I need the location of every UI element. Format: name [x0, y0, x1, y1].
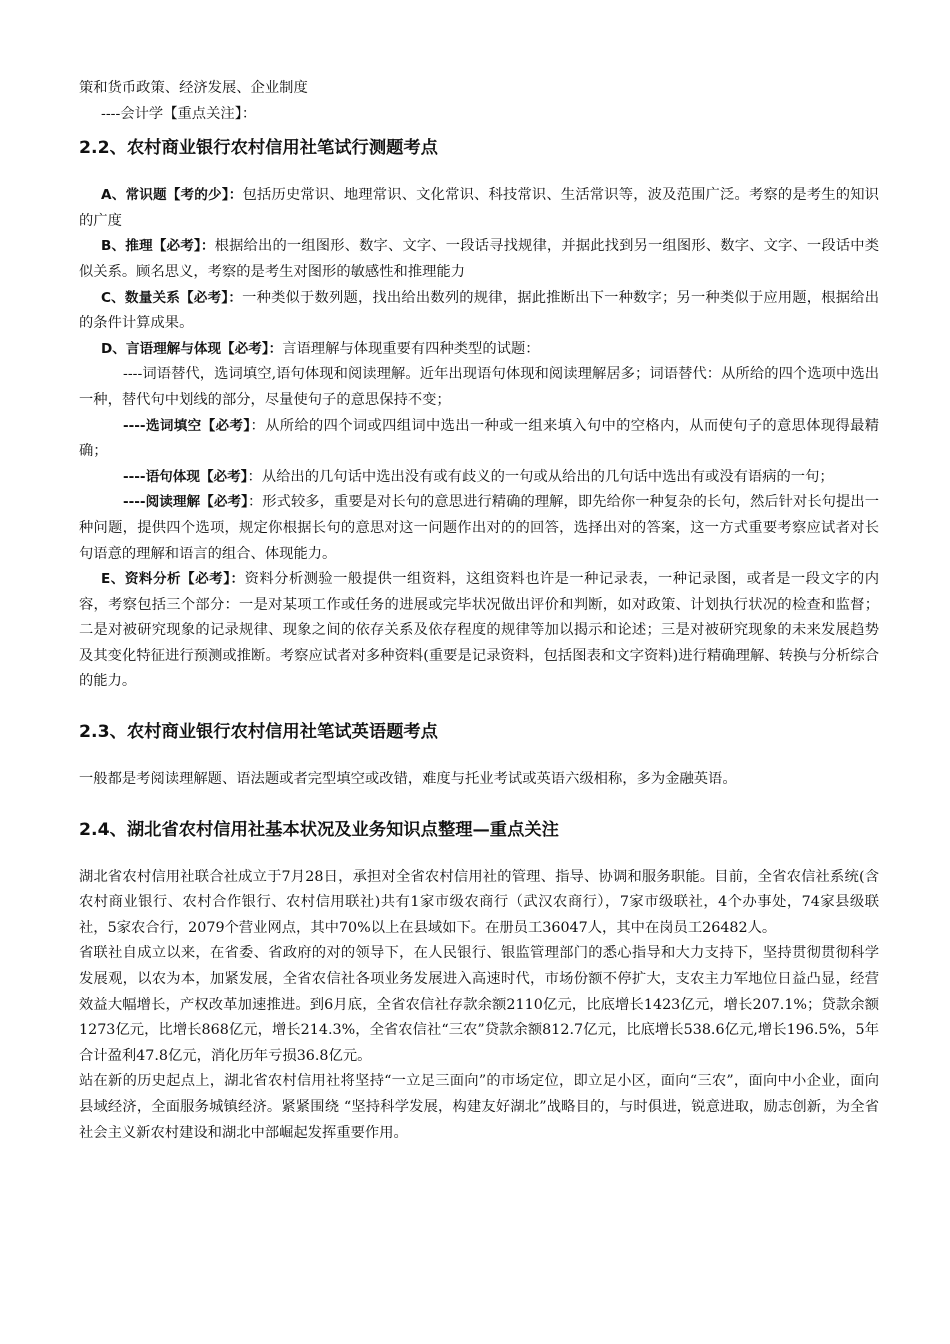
section-2-2-heading: 2.2、农村商业银行农村信用社笔试行测题考点 [79, 138, 438, 159]
section-2-4-heading: 2.4、湖北省农村信用社基本状况及业务知识点整理—重点关注 [79, 819, 559, 840]
sub-item-2-text: ：从所给的四个词或四组词中选出一种或一组来填入句中的空格内，从而使句子的意思体现得最精确； [79, 417, 879, 460]
sub-item-3 [79, 465, 879, 491]
intro-line-2: ----会计学【重点关注】： [101, 105, 257, 122]
item-e-label: E、资料分析【必考】： [101, 571, 245, 588]
sub-item-1-text: ----词语替代，选词填空,语句体现和阅读理解。近年出现语句体现和阅读理解居多；词语替代：从所给的四个选项中选出一种，替代句中划线的部分，尽量使句子的意思保持不变； [79, 366, 879, 408]
sub-item-4 [79, 490, 879, 567]
item-e-text: 资料分析测验一般提供一组资料，这组资料也许是一种记录表，一种记录图，或者是一段文字的内容，考察包括三个部分：一是对某项工作或任务的进展或完毕状况做出评价和判断，如对政策、计划执行状况的检查和监督；二是对被研究现象的记录规律、现象之间的依存关系及依存程度的规律等加以揭示和论述；三是对被研究现象的未来发展趋势及其变化特征进行预测或推断。考察应试者对多种资料(重要是记录资料，包括图表和文字资料)进行精确理解、转换与分析综合的能力。 [79, 571, 879, 690]
sub-item-4-text: ：形式较多，重要是对长句的意思进行精确的理解，即先给你一种复杂的长句，然后针对长句提出一种问题，提供四个选项，规定你根据长句的意思对这一问题作出对的的回答，选择出对的答案，这一方式重要考察应试者对长句语意的理解和语言的组合、体现能力。 [79, 494, 879, 562]
item-d-label: D、言语理解与体现【必考】： [101, 340, 283, 357]
item-d [79, 337, 879, 363]
section-2-4-para-2: 省联社自成立以来，在省委、省政府的对的领导下，在人民银行、银监管理部门的悉心指导和大力支持下，坚持贯彻贯彻科学发展观，以农为本，加紧发展，全省农信社各项业务发展进入高速时代，市场份额不停扩大，支农主力军地位日益凸显，经营效益大幅增长，产权改革加速推进。到6月底，全省农信社存款余额2110亿元，比底增长1423亿元，增长207.1%；贷款余额1273亿元，比增长868亿元，增长214.3%，全省农信社“三农”贷款余额812.7亿元，比底增长538.6亿元,增长196.5%，5年合计盈利47.8亿元，消化历年亏损36.8亿元。 [79, 945, 879, 1064]
item-a-label: A、常识题【考的少】： [101, 187, 243, 204]
item-c [79, 286, 879, 337]
sub-item-2-label: ----选词填空【必考】 [123, 417, 251, 434]
item-b-label: B、推理【必考】： [101, 238, 215, 255]
item-a-text: 包括历史常识、地理常识、文化常识、科技常识、生活常识等，波及范围广泛。考察的是考生的知识的广度 [79, 187, 879, 229]
section-2-3-text: 一般都是考阅读理解题、语法题或者完型填空或改错，难度与托业考试或英语六级相称，多为金融英语。 [79, 771, 737, 788]
document-page [79, 76, 879, 1146]
item-e [79, 567, 879, 695]
item-d-text: 言语理解与体现重要有四种类型的试题： [282, 340, 540, 357]
section-2-4-para-3: 站在新的历史起点上，湖北省农村信用社将坚持“一立足三面向”的市场定位，即立足小区，面向“三农”，面向中小企业，面向县域经济，全面服务城镇经济。紧紧围绕 “坚持科学发展，构建友好湖北”战略目的，与时俱进，锐意进取，励志创新，为全省社会主义新农村建设和湖北中部崛起发挥重要作用。 [79, 1073, 879, 1141]
item-b-text: 根据给出的一组图形、数字、文字、一段话寻找规律，并据此找到另一组图形、数字、文字、一段话中类似关系。顾名思义，考察的是考生对图形的敏感性和推理能力 [79, 238, 880, 280]
section-2-4-para-1: 湖北省农村信用社联合社成立于7月28日，承担对全省农村信用社的管理、指导、协调和服务职能。目前，全省农信社系统(含农村商业银行、农村合作银行、农村信用联社)共有1家市级农商行（武汉农商行），7家市级联社，4个办事处，74家县级联社，5家农合行，2079个营业网点，其中70%以上在县域如下。在册员工36047人，其中在岗员工26482人。 [79, 868, 879, 936]
section-2-3-heading: 2.3、农村商业银行农村信用社笔试英语题考点 [79, 722, 438, 743]
sub-item-3-label: ----语句体现【必考】 [123, 468, 248, 485]
item-b [79, 234, 879, 285]
item-c-label: C、数量关系【必考】： [101, 289, 243, 306]
sub-item-4-label: ----阅读理解【必考】 [123, 494, 248, 511]
sub-item-1 [79, 362, 879, 413]
sub-item-3-text: ：从给出的几句话中选出没有或有歧义的一句或从给出的几句话中选出有或没有语病的一句； [247, 468, 834, 485]
sub-item-2 [79, 414, 879, 465]
item-a [79, 183, 879, 234]
item-c-text: 一种类似于数列题，找出给出数列的规律，据此推断出下一种数字；另一种类似于应用题，根据给出的条件计算成果。 [79, 289, 879, 332]
intro-line-1: 策和货币政策、经济发展、企业制度 [79, 80, 308, 96]
